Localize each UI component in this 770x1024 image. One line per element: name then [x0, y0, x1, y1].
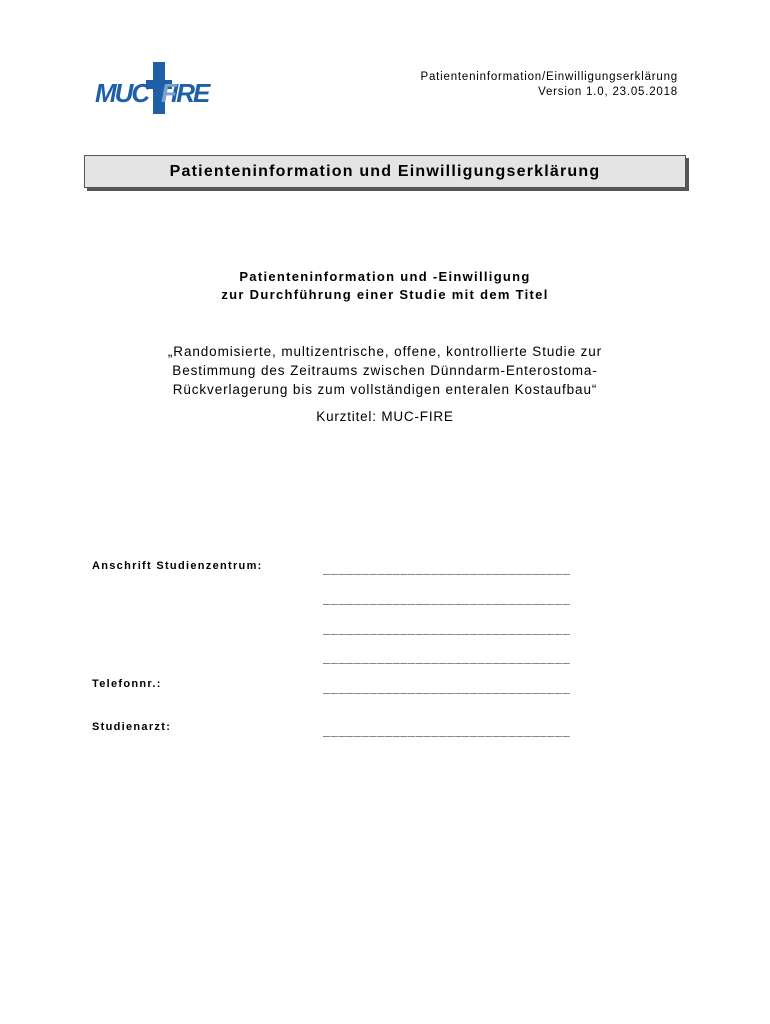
address-line-1[interactable]: ________________________________	[323, 561, 571, 575]
document-type: Patienteninformation/Einwilligungserklärung	[420, 71, 678, 83]
document-title: Patienteninformation und Einwilligungserklärung	[169, 162, 601, 180]
address-line-4[interactable]: ________________________________	[323, 650, 571, 664]
document-version: Version 1.0, 23.05.2018	[538, 86, 678, 98]
address-line-2[interactable]: ________________________________	[323, 591, 571, 605]
address-line-3[interactable]: ________________________________	[323, 621, 571, 635]
subtitle-line-1: Patienteninformation und -Einwilligung	[239, 269, 531, 284]
document-title-box	[84, 155, 686, 188]
svg-text:MUC: MUC	[95, 78, 149, 108]
doctor-line[interactable]: ________________________________	[323, 723, 571, 737]
subtitle-line-2: zur Durchführung einer Studie mit dem Titel	[221, 287, 549, 302]
short-title: Kurztitel: MUC-FIRE	[316, 409, 454, 424]
study-title-line-1: „Randomisierte, multizentrische, offene, kontrollierte Studie zur	[167, 344, 603, 359]
study-title	[0, 342, 770, 399]
study-title-line-3: Rückverlagerung bis zum vollständigen enteralen Kostaufbau“	[172, 382, 598, 397]
muc-fire-logo	[93, 62, 219, 114]
address-label: Anschrift Studienzentrum:	[92, 560, 263, 572]
phone-label: Telefonnr.:	[92, 678, 162, 690]
svg-text:IRE: IRE	[171, 78, 209, 108]
svg-text:F: F	[161, 78, 175, 108]
phone-line[interactable]: ________________________________	[323, 680, 571, 694]
doctor-label: Studienarzt:	[92, 721, 172, 733]
study-title-line-2: Bestimmung des Zeitraums zwischen Dünndarm-Enterostoma-	[172, 363, 598, 378]
subtitle	[0, 268, 770, 304]
document-header	[421, 70, 679, 100]
